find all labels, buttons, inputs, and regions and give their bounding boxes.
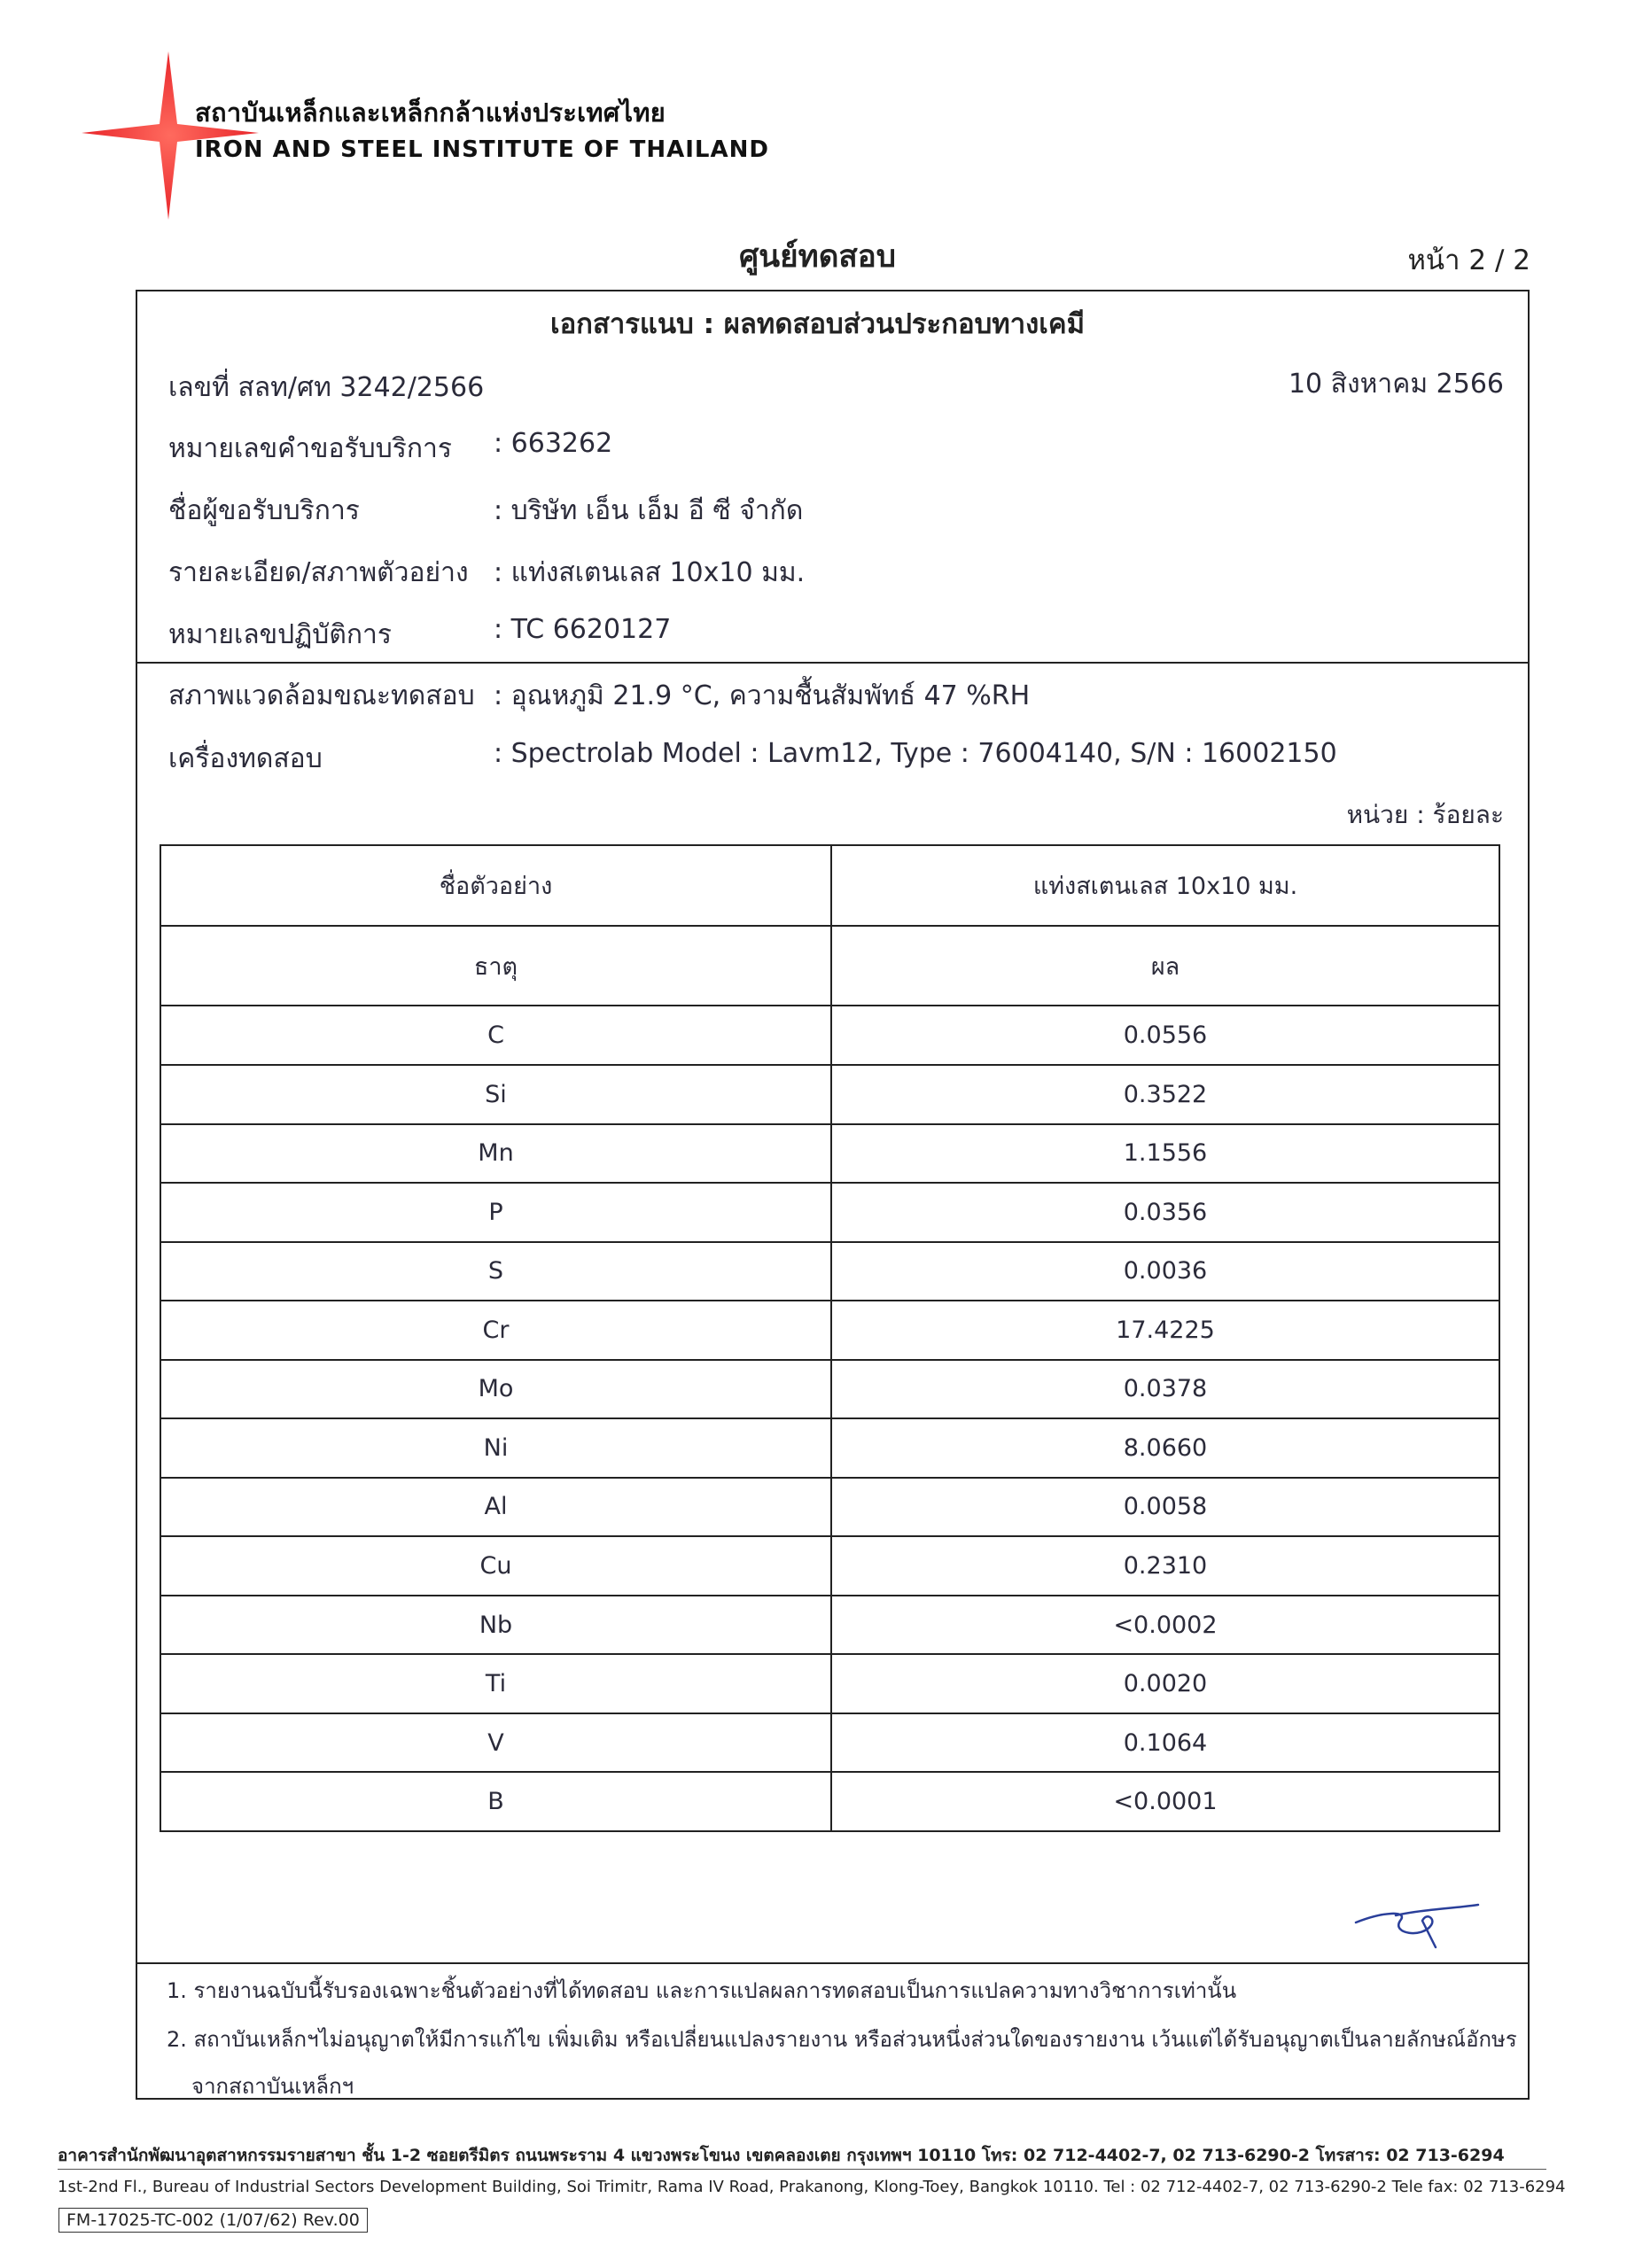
signature-mark (1347, 1885, 1480, 1956)
table-row (160, 1360, 1499, 1419)
result-cell: 0.2310 (831, 1536, 1499, 1596)
result-cell: 0.0378 (831, 1360, 1499, 1419)
table-row (160, 1006, 1499, 1065)
result-cell: <0.0002 (831, 1596, 1499, 1655)
table-row (160, 1183, 1499, 1242)
element-cell: Ni (160, 1418, 831, 1478)
table-header-row (160, 926, 1499, 1006)
field-value: : แท่งสเตนเลส 10x10 มม. (494, 557, 806, 588)
results-table (160, 844, 1500, 1832)
report-date: 10 สิงหาคม 2566 (1288, 369, 1504, 400)
footer-address-en: 1st-2nd Fl., Bureau of Industrial Sectors Development Building, Soi Trimitr, Rama IV Road, Prakanong, Klong-Toey, Bangkok 10110. Tel : 02 712-4402-7, 02 713-6290-2 Tele fax: 02 713-6294 (58, 2178, 1566, 2196)
field-label: หมายเลขปฏิบัติการ (168, 619, 392, 650)
element-cell: Mo (160, 1360, 831, 1419)
element-cell: Mn (160, 1124, 831, 1184)
element-cell: B (160, 1772, 831, 1831)
section-divider (136, 662, 1530, 664)
unit-label: หน่วย : ร้อยละ (1346, 800, 1504, 829)
field-value: : บริษัท เอ็น เอ็ม อี ซี จำกัด (494, 495, 804, 526)
result-cell: 0.0036 (831, 1242, 1499, 1301)
result-cell: 8.0660 (831, 1418, 1499, 1478)
table-row (160, 1242, 1499, 1301)
element-cell: V (160, 1713, 831, 1773)
element-cell: C (160, 1006, 831, 1065)
condition-label: เครื่องทดสอบ (168, 743, 323, 774)
element-cell: Si (160, 1065, 831, 1124)
table-row (160, 1478, 1499, 1537)
field-value: : TC 6620127 (494, 614, 672, 645)
table-header-row (160, 845, 1499, 926)
table-row (160, 1713, 1499, 1773)
org-name-en: IRON AND STEEL INSTITUTE OF THAILAND (195, 136, 769, 163)
result-cell: <0.0001 (831, 1772, 1499, 1831)
element-cell: P (160, 1183, 831, 1242)
table-header-cell: ธาตุ (160, 926, 831, 1006)
table-header-cell: ชื่อตัวอย่าง (160, 845, 831, 926)
element-cell: Cu (160, 1536, 831, 1596)
department-title: ศูนย์ทดสอบ (738, 239, 897, 275)
table-row (160, 1418, 1499, 1478)
table-row (160, 1301, 1499, 1360)
result-cell: 0.1064 (831, 1713, 1499, 1773)
result-cell: 1.1556 (831, 1124, 1499, 1184)
table-row (160, 1596, 1499, 1655)
condition-value: : อุณหภูมิ 21.9 °C, ความชื้นสัมพัทธ์ 47 %RH (494, 680, 1031, 711)
note-2-cont: จากสถาบันเหล็กฯ (191, 2074, 354, 2099)
field-value: : 663262 (494, 428, 613, 459)
field-label: ชื่อผู้ขอรับบริการ (168, 495, 360, 526)
condition-label: สภาพแวดล้อมขณะทดสอบ (168, 680, 475, 711)
footer-divider (58, 2169, 1546, 2170)
field-label: รายละเอียด/สภาพตัวอย่าง (168, 557, 469, 588)
element-cell: S (160, 1242, 831, 1301)
table-row (160, 1772, 1499, 1831)
result-cell: 0.0556 (831, 1006, 1499, 1065)
result-cell: 0.3522 (831, 1065, 1499, 1124)
report-title: เอกสารแนบ : ผลทดสอบส่วนประกอบทางเคมี (549, 308, 1086, 340)
org-name-th: สถาบันเหล็กและเหล็กกล้าแห่งประเทศไทย (195, 97, 666, 128)
table-header-cell: ผล (831, 926, 1499, 1006)
element-cell: Al (160, 1478, 831, 1537)
form-code: FM-17025-TC-002 (1/07/62) Rev.00 (58, 2208, 368, 2233)
notes-divider (136, 1962, 1530, 1964)
table-row (160, 1536, 1499, 1596)
condition-value: : Spectrolab Model : Lavm12, Type : 76004140, S/N : 16002150 (494, 738, 1337, 769)
field-label: หมายเลขคำขอรับบริการ (168, 433, 452, 464)
note-1: 1. รายงานฉบับนี้รับรองเฉพาะชิ้นตัวอย่างที่ได้ทดสอบ และการแปลผลการทดสอบเป็นการแปลความทางวิชาการเท่านั้น (167, 1978, 1237, 2003)
table-header-cell: แท่งสเตนเลส 10x10 มม. (831, 845, 1499, 926)
note-2: 2. สถาบันเหล็กฯไม่อนุญาตให้มีการแก้ไข เพิ่มเติม หรือเปลี่ยนแปลงรายงาน หรือส่วนหนึ่งส่วนใดของรายงาน เว้นแต่ได้รับอนุญาตเป็นลายลักษณ์อักษร (167, 2027, 1517, 2052)
table-row (160, 1124, 1499, 1184)
footer-address-th: อาคารสำนักพัฒนาอุตสาหกรรมรายสาขา ชั้น 1-2 ซอยตรีมิตร ถนนพระราม 4 แขวงพระโขนง เขตคลองเตย กรุงเทพฯ 10110 โทร: 02 712-4402-7, 02 713-6290-2 โทรสาร: 02 713-6294 (58, 2146, 1505, 2165)
logo-star-icon (82, 51, 259, 220)
element-cell: Nb (160, 1596, 831, 1655)
table-row (160, 1065, 1499, 1124)
result-cell: 17.4225 (831, 1301, 1499, 1360)
element-cell: Cr (160, 1301, 831, 1360)
result-cell: 0.0058 (831, 1478, 1499, 1537)
element-cell: Ti (160, 1654, 831, 1713)
table-row (160, 1654, 1499, 1713)
page-number: หน้า 2 / 2 (1407, 245, 1530, 276)
result-cell: 0.0356 (831, 1183, 1499, 1242)
doc-number: เลขที่ สลท/ศท 3242/2566 (168, 372, 485, 403)
result-cell: 0.0020 (831, 1654, 1499, 1713)
